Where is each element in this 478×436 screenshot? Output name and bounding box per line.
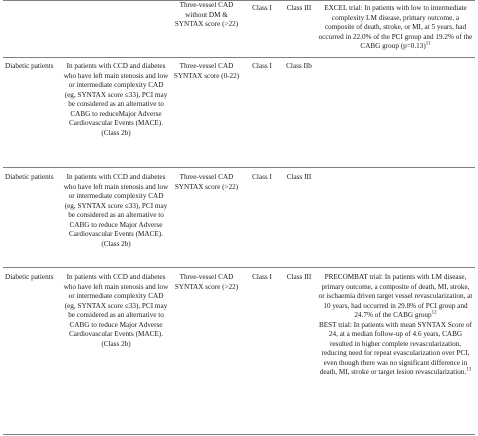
comparison-cell: Three-vessel CAD SYNTAX score (>22)	[171, 268, 242, 435]
evidence-cell	[316, 1, 475, 58]
recommendation-table	[3, 0, 475, 435]
evidence-text-secondary: BEST trial: In patients with mean SYNTAX Score of 24, at a median follow-up of 4.6 years, CABG resulted in higher complete revascularization, reducing need for repeat evascularization over PCI, even though there was no significant difference in death, MI, stroke or target lesion revascularization.	[319, 320, 472, 376]
population-cell	[3, 1, 61, 58]
evidence-cell	[316, 268, 475, 435]
class-cell: Class I	[242, 168, 282, 268]
class-cell: Class III	[282, 268, 316, 435]
citation-number: 12	[431, 310, 437, 316]
comparison-cell: Three-vessel CAD SYNTAX score (0-22)	[171, 58, 242, 168]
recommendation-cell: In patients with CCD and diabetes who have left main stenosis and low or intermediate complexity CAD (eg, SYNTAX score ≤33), PCI may be considered as an alternative to CABG to reduce Major Adverse Cardiovascular Events (MACE).(Class 2b)	[61, 268, 171, 435]
comparison-cell: Three-vessel CAD without DM & SYNTAX score (>22)	[171, 1, 242, 58]
class-cell: Class I	[242, 58, 282, 168]
evidence-cell	[316, 168, 475, 268]
table-row	[3, 268, 475, 435]
population-cell: Diabetic patients	[3, 168, 61, 268]
class-cell: Class I	[242, 1, 282, 58]
recommendation-cell: In patients with CCD and diabetes who have left main stenosis and low or intermediate complexity CAD (eg, SYNTAX score ≤33), PCI may be considered as an alternative to CABG to reduceMajor Adverse Cardiovascular Events (MACE).(Class 2b)	[61, 58, 171, 168]
table-row	[3, 58, 475, 168]
population-cell: Diabetic patients	[3, 58, 61, 168]
table-row	[3, 1, 475, 58]
evidence-text: PRECOMBAT trial: In patients with LM disease, primary outcome, a composite of death, MI, stroke, or ischaemia driven target vessel revascularization, at 10 years, had occurred in 29.8% of PCI group and 24.7% of the CABG group	[318, 273, 473, 319]
class-cell: Class III	[282, 168, 316, 268]
citation-number: 13	[466, 367, 472, 373]
class-cell: Class III	[282, 1, 316, 58]
citation-number: 11	[425, 41, 431, 47]
class-cell: Class I	[242, 268, 282, 435]
recommendation-cell	[61, 1, 171, 58]
evidence-cell	[316, 58, 475, 168]
population-cell: Diabetic patients	[3, 268, 61, 435]
evidence-text: EXCEL trial: In patients with low to intermediate complexity LM disease, primary outcome, a composite of death, stroke, or MI, at 5 years, had occurred in 22.0% of the PCI group and 19.2% of the CABG group (p=0.13)	[318, 4, 473, 50]
table-row	[3, 168, 475, 268]
class-cell: Class IIb	[282, 58, 316, 168]
comparison-cell: Three-vessel CAD SYNTAX score (>22)	[171, 168, 242, 268]
recommendation-cell: In patients with CCD and diabetes who have left main stenosis and low or intermediate complexity CAD (eg, SYNTAX score ≤33), PCI may be considered as an alternative to CABG to reduce Major Adverse Cardiovascular Events (MACE).(Class 2b)	[61, 168, 171, 268]
